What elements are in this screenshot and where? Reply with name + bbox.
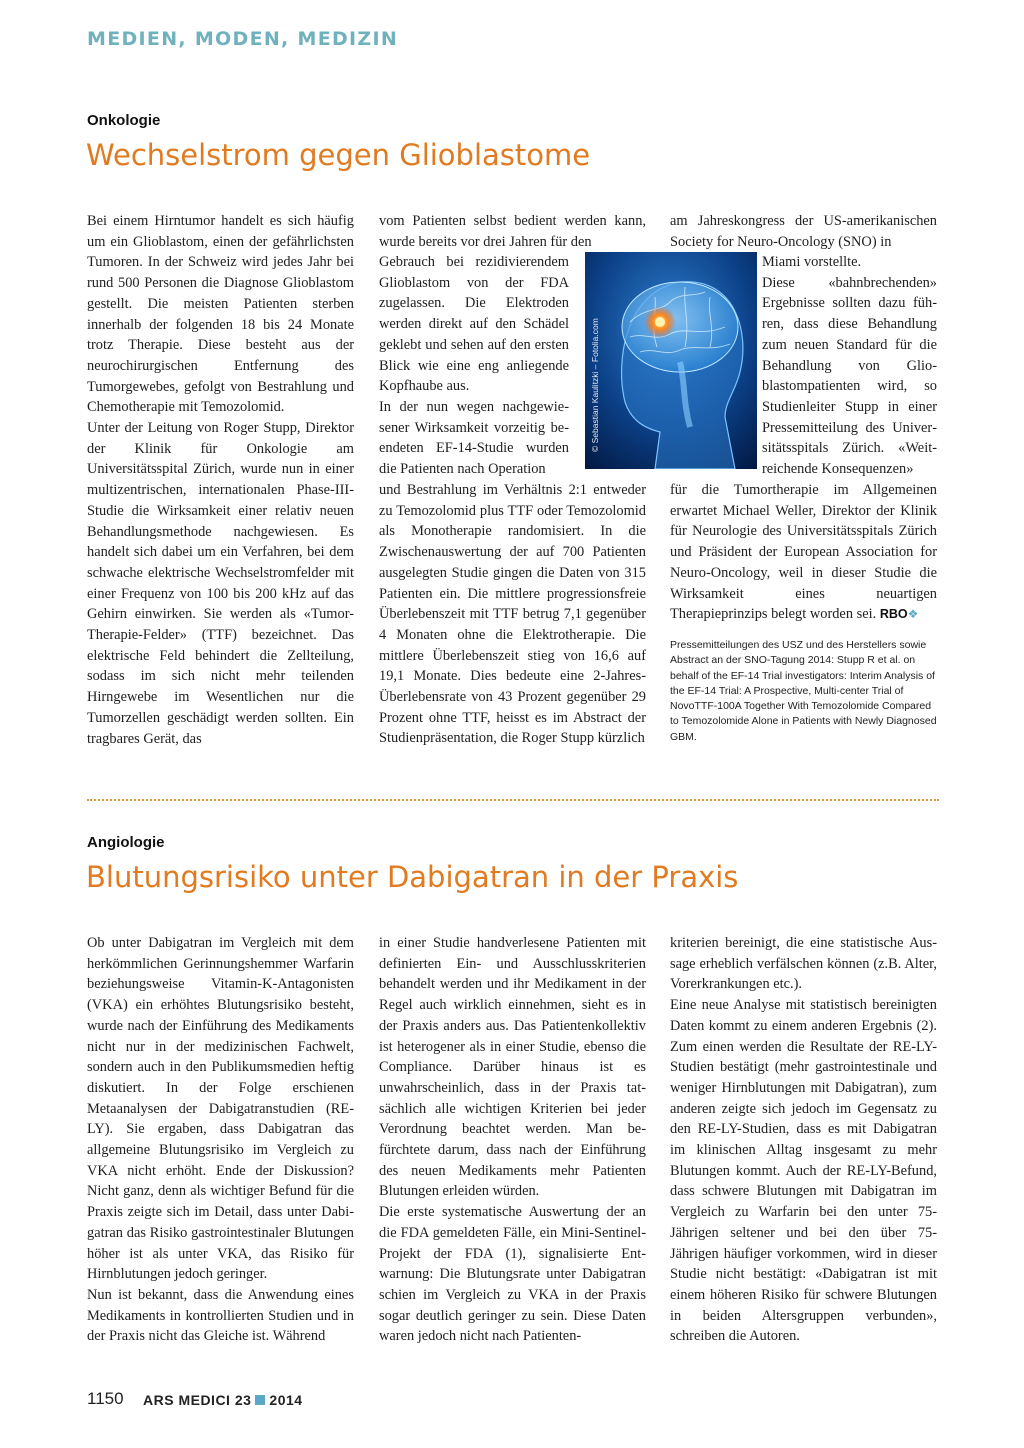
paragraph: in einer Studie handverlesene Patienten mit definierten Ein- und Ausschlusskriterien behandelt werden und ihr Medikament in der Regel auch wirklich einnehmen, sieht es in der Praxis anders aus. Das Patientenkollektiv ist heterogener als in einer Studie, ebenso die Compliance. Darüber hinaus ist es unwahrscheinlich, dass in der Praxis tatsächlich alle wichtigen Kriterien bei jeder Verordnung beachtet werden. Man befürchtete darum, dass nach der Einführung des neuen Medikaments mehr Patienten Blutungen erleiden würden. [379, 935, 646, 1200]
paragraph: Nun ist bekannt, dass die Anwendung eines Medikaments in kontrollierten Studien und in der Praxis nicht das Gleiche ist. Während [87, 1286, 354, 1345]
article1-column-3 [670, 211, 937, 252]
page-number: 1150 [87, 1389, 124, 1408]
brain-illustration [585, 252, 757, 469]
sources-note: Pressemitteilungen des USZ und des Herstellers sowie Abstract an der SNO-Tagung 2014: Stupp R et al. on behalf of the EF-14 Trial investigators: Interim Analysis of the EF-14 Trial: A Prospective, Multi-center Trial of NovoTTF-100A Together With Temozolomide Compared to Temozolomide Alone in Patients with Newly Diagnosed GBM. [670, 639, 937, 743]
paragraph: und Bestrahlung im Verhältnis 2:1 entweder zu Temozolomid plus TTF oder Temozolomid als Monotherapie randomisiert. In die Zwischenauswertung der auf 700 Patienten ausgelegten Studie gingen die Daten von 315 Patienten ein. Die mittlere progressionsfreie Überlebenszeit mit TTF betrug 7,1 gegenüber 4 Monaten ohne die Elektrotherapie. Die mittlere Überlebenszeit stieg von 16,6 auf 19,1 Monate. Dies bedeute eine 2-Jahres-Überlebensrate von 43 Prozent gegenüber 29 Prozent ohne TTF, heisst es im Abstract der Studienpräsentation, die Roger Stupp kürzlich [379, 482, 646, 747]
paragraph: Unter der Leitung von Roger Stupp, Direktor der Klinik für Onkologie am Universitätsspital Zürich, wurde nun in einer multizentrischen, internationalen Phase-III-Studie die Wirksamkeit einer relativ neuen Behandlungsmethode nachgewiesen. Es handelt sich dabei um ein Verfahren, bei dem schwache elektrische Wechselstromfelder mit einer Frequenz von 100 bis 200 kHz auf das Gehirn einwirken. Sie werden als «Tumor-Therapie-Felder» (TTF) bezeichnet. Das elektrische Feld behindert die Zellteilung, sodass im sich nicht mehr teilenden Hirngewebe im Wesentlichen nur die Tumorzellen geschädigt werden sollten. Ein tragbares Gerät, das [87, 420, 354, 747]
article1-title: Wechselstrom gegen Glioblastome [86, 138, 591, 172]
paragraph: In der nun wegen nachgewiesener Wirksamkeit vorzeitig beendeten EF-14-Studie wurden die Patienten nach Operation [379, 398, 569, 478]
section-divider [87, 799, 939, 801]
journal-year: 2014 [269, 1392, 303, 1408]
paragraph: Gebrauch bei rezidivierendem Glioblastom von der FDA zugelassen. Die Elektroden werden direkt auf den Schädel geklebt und sehen auf den ersten Blick wie eine eng anliegende Kopfhaube aus. [379, 254, 569, 395]
article2-column-3 [670, 933, 937, 1347]
article2-column-1 [87, 933, 354, 1347]
closing-paragraph: für die Tumortherapie im Allgemeinen erwartet Michael Weller, Direktor der Klinik für Neurologie des Universitätsspitals Zürich und Präsident der European Association for Neuro-Oncology, weil in dieser Studie die Wirksamkeit eines neuartigen Therapieprinzips belegt worden sei. [670, 482, 937, 623]
article2-kicker: Angiologie [87, 834, 165, 851]
paragraph: kriterien bereinigt, die eine statistische Aussage erheblich verfälschen können (z.B. Alter, Vorerkrankungen etc.). [670, 935, 937, 993]
journal-name: ARS MEDICI 23 [143, 1392, 252, 1408]
article1-kicker: Onkologie [87, 112, 161, 129]
article1-column-3-bottom [670, 480, 937, 625]
paragraph: Ob unter Dabigatran im Vergleich mit dem herkömmlichen Gerinnungshemmer Warfarin beziehungsweise Vitamin-K-Antagonisten (VKA) ein erhöhtes Blutungsrisiko besteht, wurde nach der Einführung des Medikaments nicht nur in der medizinischen Fachwelt, sondern auch in den Publikumsmedien heftig diskutiert. In der Folge erschienen Metaanalysen der Dabigatranstudien (RE-LY). Sie ergaben, dass Dabigatran das allgemeine Blutungsrisiko im Vergleich zu VKA nicht erhöht. Ende der Diskussion? Nicht ganz, denn als wichtiger Befund für die Praxis zeigte sich im Detail, dass unter Dabigatran das Risiko gastrointestinaler Blutungen höher ist als unter VKA, das Risiko für Hirnblutungen jedoch geringer. [87, 935, 354, 1283]
article1-column-3-wrap [762, 252, 937, 480]
paragraph: Bei einem Hirntumor handelt es sich häufig um ein Glioblastom, einen der gefährlichsten Tumoren. In der Schweiz wird jedes Jahr bei rund 500 Personen die Diagnose Glioblastom gestellt. Die meisten Patienten sterben innerhalb der folgenden 18 bis 24 Monate trotz Therapie. Diese besteht aus der neurochirurgischen Entfernung des Tumorgewebes, gefolgt von Bestrahlung und Chemotherapie mit Temozolomid. [87, 213, 354, 416]
image-credit: © Sebastian Kaulitzki – Fotolia.com [590, 318, 600, 452]
author-initials: RBO [879, 607, 908, 622]
journal-footer [143, 1392, 303, 1408]
brain-image [585, 252, 757, 469]
article1-column-2-wrap [379, 252, 569, 480]
paragraph: vom Patienten selbst bedient werden kann, wurde bereits vor drei Jahren für den [379, 213, 646, 250]
article2-column-2 [379, 933, 646, 1347]
paragraph: Diese «bahnbrechenden» Ergebnisse sollten dazu führen, dass diese Behandlung zum neuen Standard für die Behandlung von Glioblastompatienten wird, so Studienleiter Stupp in einer Pressemitteilung des Universitätsspitals Zürich. «Weitreichende Konsequenzen» [762, 274, 937, 478]
article2-title: Blutungsrisiko unter Dabigatran in der Praxis [86, 860, 739, 894]
end-mark-icon: ❖ [907, 607, 919, 622]
paragraph: Eine neue Analyse mit statistisch bereinigten Daten kommt zu einem anderen Ergebnis (2). Zum einen werden die Resultate der RE-LY- Studien bestätigt (mehr gastrointestinale und weniger Hirnblutungen mit Dabigatran), zum anderen zeigte sich jedoch im Gegensatz zu den RE-LY-Studien, dass es mit Dabigatran im klinischen Alltag insgesamt zu mehr Blutungen kommt. Auch der RE-LY-Befund, dass schwere Blutungen mit Dabigatran im Vergleich zu Warfarin bei den unter 75-Jährigen seltener und bei den über 75-Jährigen häufiger vorkommen, wird in dieser Studie nicht bestätigt: «Dabigatran ist mit einem höheren Risiko für schwere Blutungen in beiden Altersgruppen verbunden», schreiben die Autoren. [670, 997, 937, 1345]
paragraph: Die erste systematische Auswertung der an die FDA gemeldeten Fälle, ein Mini-Sentinel-Projekt der FDA (1), signalisierte Entwarnung: Die Blutungsrate unter Dabigatran schien im Vergleich zu VKA in der Praxis sogar deutlich geringer zu sein. Diese Daten waren jedoch nicht nach Patienten- [379, 1204, 646, 1345]
article1-column-2 [379, 211, 646, 252]
paragraph [670, 480, 937, 625]
article1-column-1 [87, 211, 354, 749]
article1-column-2-bottom [379, 480, 646, 749]
section-label: MEDIEN, MODEN, MEDIZIN [87, 28, 399, 50]
square-icon [255, 1395, 265, 1405]
paragraph: am Jahreskongress der US-amerikanischen Society for Neuro-Oncology (SNO) in [670, 213, 937, 250]
paragraph: Miami vorstellte. [762, 254, 862, 270]
